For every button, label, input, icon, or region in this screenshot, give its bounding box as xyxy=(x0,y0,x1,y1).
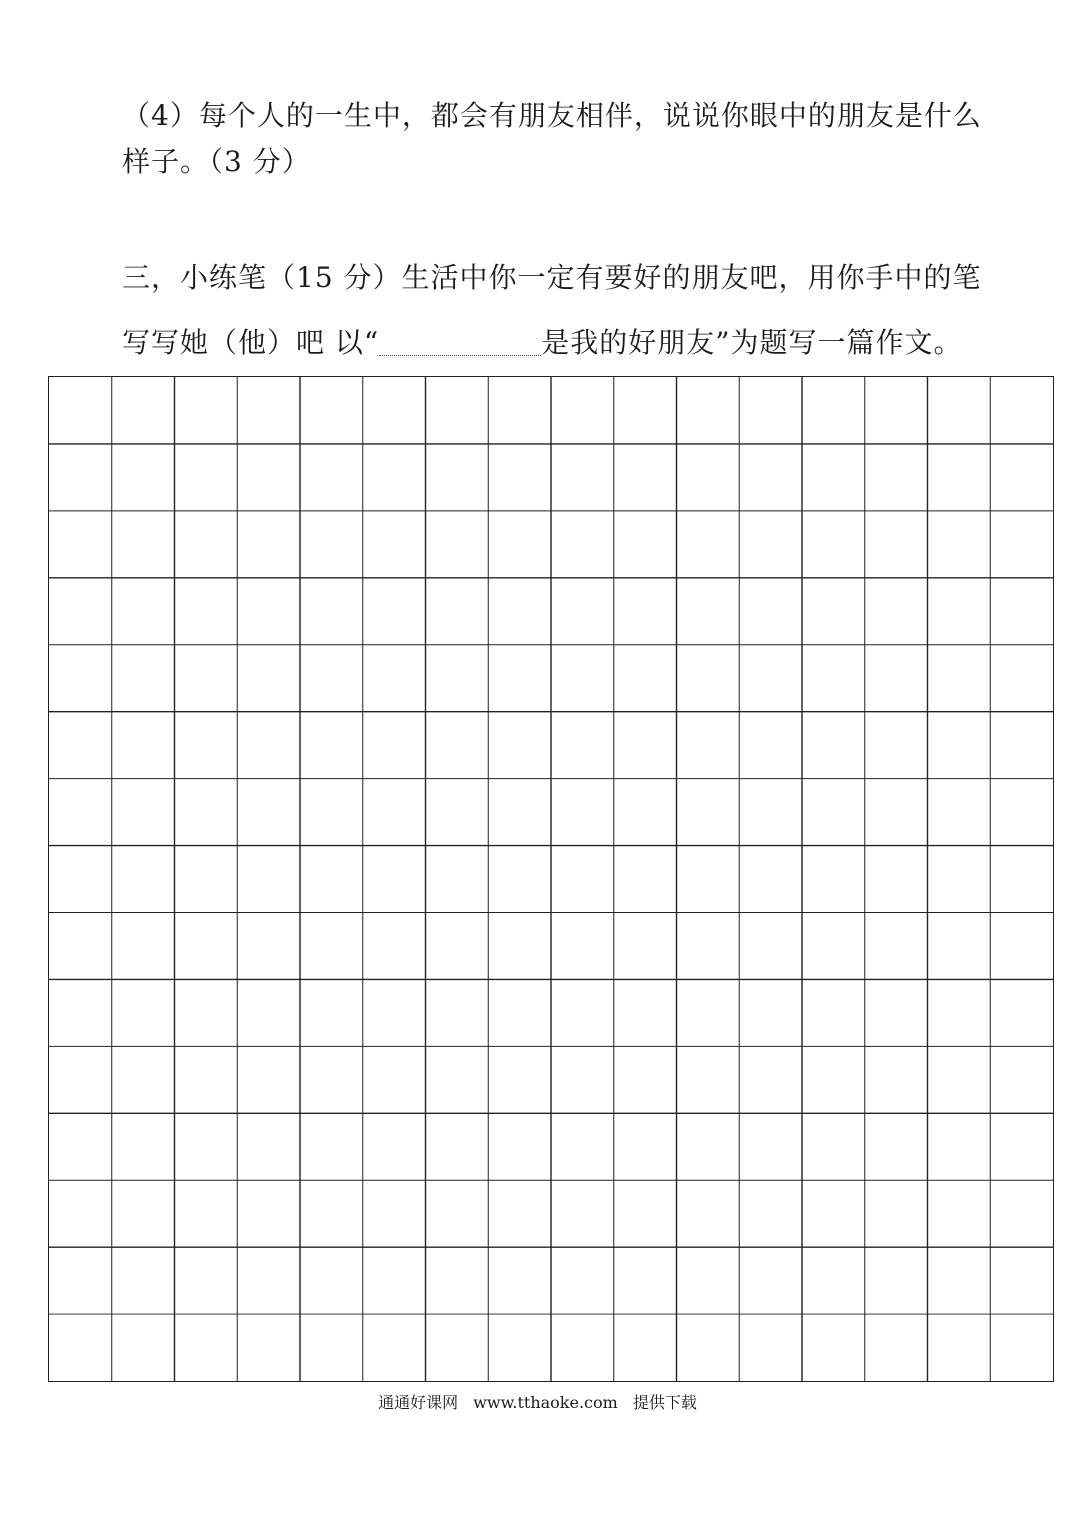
section-3-prompt-prefix: 写写她（他）吧 以“ xyxy=(122,326,380,359)
section-3-prompt-line-1: 三，小练笔（15 分）生活中你一定有要好的朋友吧，用你手中的笔 xyxy=(122,261,982,294)
title-blank-field[interactable] xyxy=(379,325,541,356)
section-3-prompt-suffix: 是我的好朋友”为题写一篇作文。 xyxy=(541,326,963,359)
footer-site-name: 通通好课网 xyxy=(378,1393,459,1412)
composition-writing-grid[interactable] xyxy=(48,376,1054,1382)
footer-note: 提供下载 xyxy=(632,1393,697,1412)
page-footer xyxy=(0,1392,1075,1414)
section-3-prompt-line-2 xyxy=(122,323,963,363)
question-4-prompt-line-2: 样子。（3 分） xyxy=(122,145,311,178)
footer-url[interactable]: www.tthaoke.com xyxy=(473,1393,618,1412)
question-4-prompt-line-1: （4）每个人的一生中，都会有朋友相伴，说说你眼中的朋友是什么 xyxy=(122,99,982,132)
